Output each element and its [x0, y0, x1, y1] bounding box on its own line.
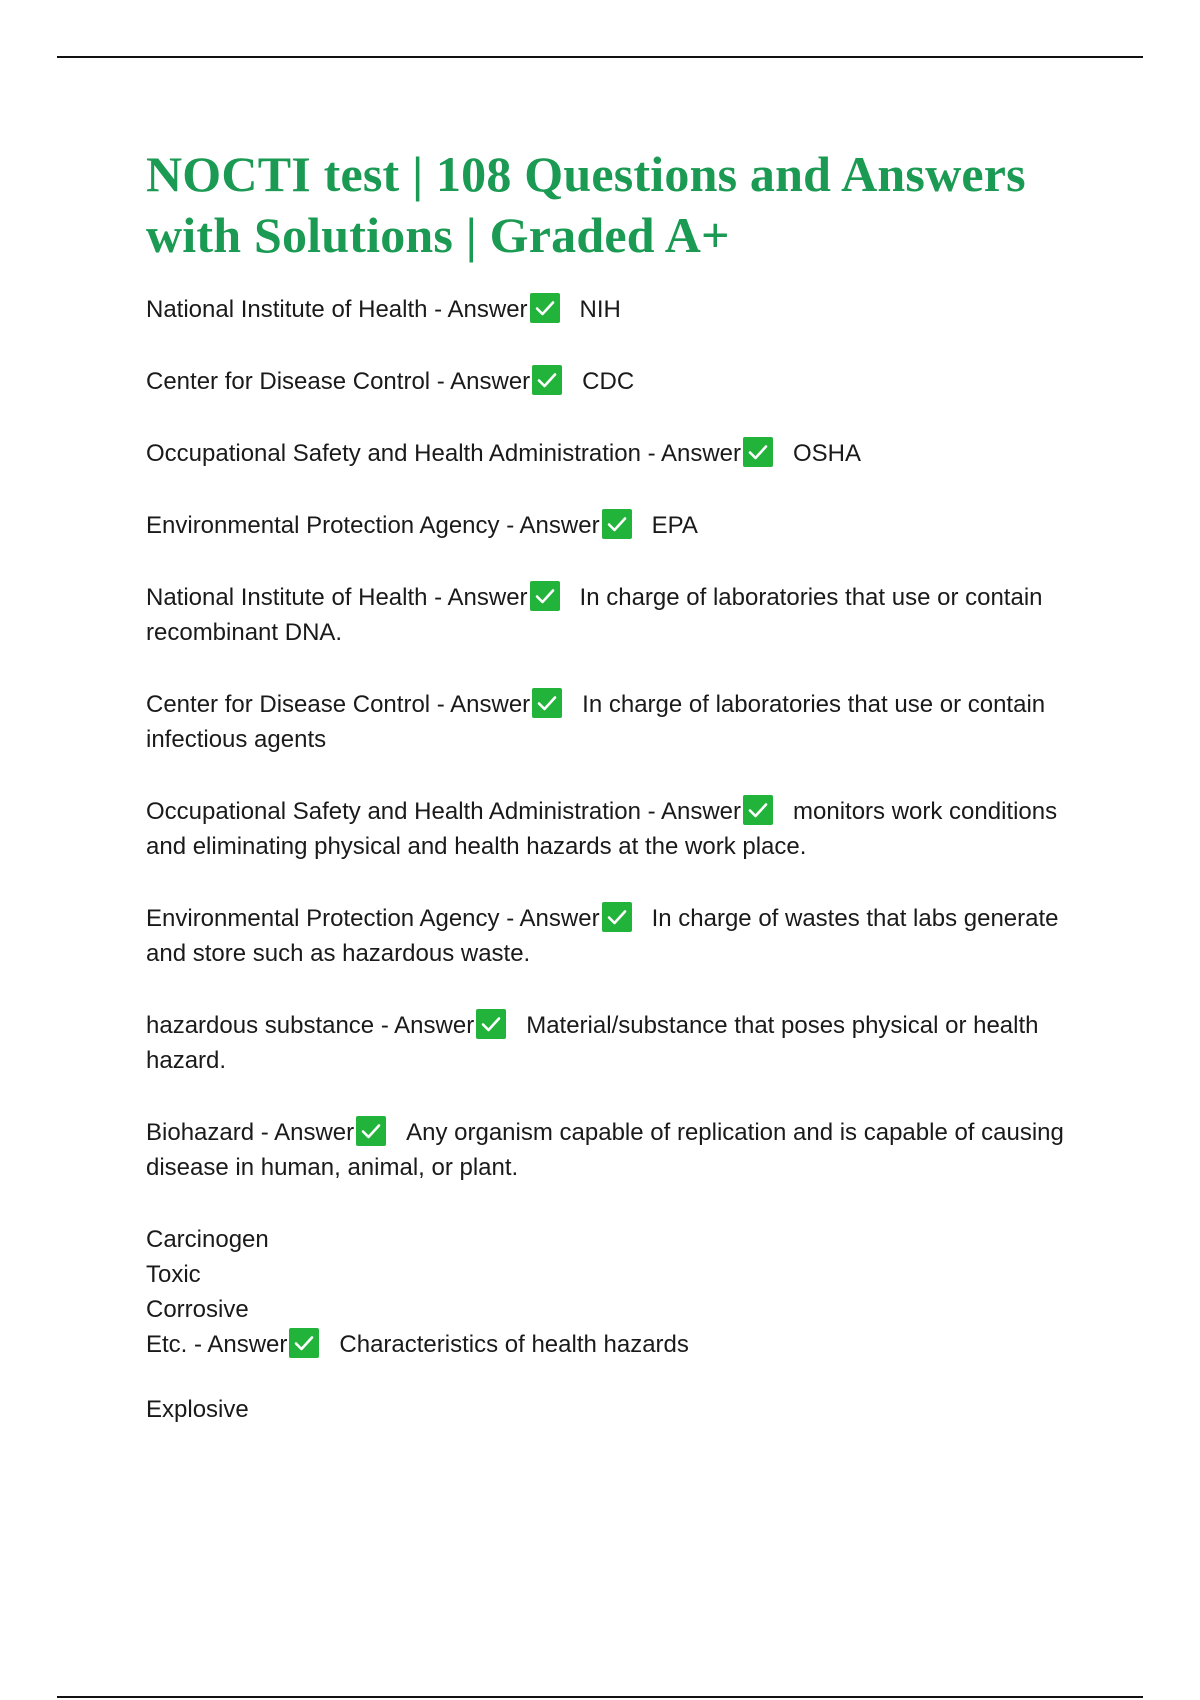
qa-item	[146, 580, 1066, 650]
answer-separator: - Answer	[647, 798, 741, 825]
check-box-icon	[530, 293, 560, 323]
page-title: NOCTI test | 108 Questions and Answers with Solutions | Graded A+	[146, 146, 1026, 263]
qa-answer: Material/substance that poses physical or health hazard.	[146, 1012, 1039, 1074]
qa-item	[146, 1008, 1066, 1078]
answer-separator: - Answer	[506, 905, 600, 932]
qa-item	[146, 901, 1066, 971]
checkmark-path	[539, 375, 555, 387]
checkmark-glyph	[743, 795, 773, 825]
prompt-line: Toxic	[146, 1261, 201, 1288]
checkmark-glyph	[602, 902, 632, 932]
qa-item	[146, 292, 1066, 327]
answer-separator: - Answer	[380, 1012, 475, 1039]
check-box-icon	[356, 1116, 386, 1146]
qa-term: Center for Disease Control	[146, 368, 431, 395]
answer-separator: - Answer	[260, 1119, 355, 1146]
answer-separator: - Answer	[434, 584, 528, 611]
checkmark-glyph	[743, 437, 773, 467]
checkmark-path	[483, 1019, 499, 1031]
prompt-line: Carcinogen	[146, 1226, 269, 1253]
checkmark-glyph	[530, 581, 560, 611]
checkmark-glyph	[530, 293, 560, 323]
checkmark-glyph	[356, 1116, 386, 1146]
header-rule	[57, 56, 1143, 58]
qa-answer: In charge of wastes that labs generate and store such as hazardous waste.	[146, 905, 1059, 967]
qa-answer: Characteristics of health hazards	[339, 1331, 689, 1358]
checkmark-path	[363, 1126, 379, 1138]
qa-term: Environmental Protection Agency	[146, 512, 500, 539]
qa-item	[146, 687, 1066, 757]
qa-answer: NIH	[579, 296, 621, 323]
qa-answer: OSHA	[793, 440, 862, 467]
qa-list	[146, 292, 1066, 1185]
checkmark-path	[750, 805, 766, 817]
checkmark-glyph	[602, 509, 632, 539]
checkmark-path	[296, 1338, 312, 1350]
multi-line-qa-item	[146, 1222, 1066, 1362]
document-body	[146, 144, 1066, 1427]
answer-separator: - Answer	[436, 691, 531, 718]
check-box-icon	[602, 509, 632, 539]
qa-answer: CDC	[582, 368, 635, 395]
qa-answer: Any organism capable of replication and is capable of causing disease in human, animal, or plant.	[146, 1119, 1064, 1181]
qa-answer: monitors work conditions and eliminating physical and health hazards at the work place.	[146, 798, 1058, 860]
qa-term: Occupational Safety and Health Administration	[146, 440, 641, 467]
qa-item	[146, 794, 1066, 864]
qa-answer: In charge of laboratories that use or contain infectious agents	[146, 691, 1046, 753]
qa-term: Center for Disease Control	[146, 691, 431, 718]
qa-term: hazardous substance	[146, 1012, 375, 1039]
check-box-icon	[532, 688, 562, 718]
check-box-icon	[743, 437, 773, 467]
answer-separator: - Answer	[434, 296, 528, 323]
qa-term: Occupational Safety and Health Administration	[146, 798, 641, 825]
qa-answer: EPA	[651, 512, 698, 539]
check-box-icon	[602, 902, 632, 932]
check-box-icon	[530, 581, 560, 611]
checkmark-path	[750, 447, 766, 459]
qa-term: Etc.	[146, 1331, 188, 1358]
qa-term: National Institute of Health	[146, 584, 428, 611]
qa-answer: In charge of laboratories that use or contain recombinant DNA.	[146, 584, 1043, 646]
check-box-icon	[476, 1009, 506, 1039]
trailing-text: Explosive	[146, 1396, 249, 1423]
check-box-icon	[289, 1328, 319, 1358]
qa-item	[146, 364, 1066, 399]
checkmark-path	[609, 519, 625, 531]
footer-rule	[57, 1696, 1143, 1698]
qa-item	[146, 508, 1066, 543]
checkmark-path	[539, 698, 555, 710]
qa-item	[146, 1115, 1066, 1185]
qa-term: Biohazard	[146, 1119, 255, 1146]
qa-term: Environmental Protection Agency	[146, 905, 500, 932]
checkmark-glyph	[532, 688, 562, 718]
checkmark-path	[537, 591, 553, 603]
answer-separator: - Answer	[506, 512, 600, 539]
prompt-line: Corrosive	[146, 1296, 249, 1323]
checkmark-glyph	[289, 1328, 319, 1358]
checkmark-glyph	[532, 365, 562, 395]
check-box-icon	[743, 795, 773, 825]
answer-separator: - Answer	[436, 368, 531, 395]
checkmark-path	[537, 303, 553, 315]
checkmark-path	[609, 912, 625, 924]
answer-separator: - Answer	[647, 440, 741, 467]
qa-term: National Institute of Health	[146, 296, 428, 323]
checkmark-glyph	[476, 1009, 506, 1039]
check-box-icon	[532, 365, 562, 395]
answer-separator: - Answer	[194, 1331, 288, 1358]
qa-item	[146, 436, 1066, 471]
